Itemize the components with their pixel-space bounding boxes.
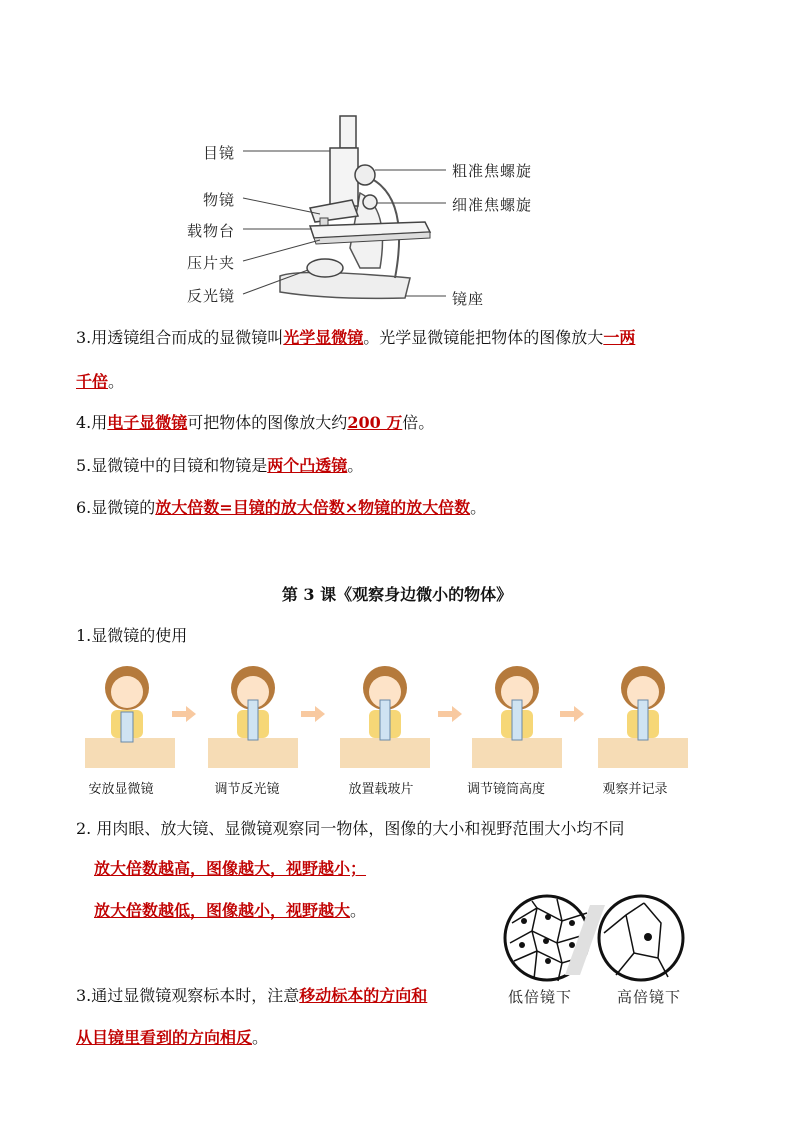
high-power-view (596, 893, 686, 983)
step-3-illustration (340, 660, 430, 768)
section-heading: 1.显微镜的使用 (76, 626, 188, 645)
step-1-illustration (85, 660, 175, 768)
answer-text: 两个凸透镜 (267, 456, 348, 475)
item-text: 显微镜的 (91, 498, 156, 517)
item-text: 。 (350, 901, 367, 920)
label-fine-knob: 细准焦螺旋 (452, 196, 533, 214)
item-text: 用 (91, 413, 108, 432)
item-number: 3. (76, 328, 92, 347)
step-caption: 调节镜筒高度 (466, 782, 545, 797)
item-3-line1 (76, 326, 635, 350)
arrow-icon (172, 706, 196, 722)
item-3b-line1 (76, 984, 427, 1008)
step-caption: 放置载玻片 (348, 782, 414, 797)
item-text: 用透镜组合而成的显微镜叫 (91, 328, 284, 347)
item-2-answer-1 (94, 857, 366, 881)
step-caption: 安放显微镜 (88, 782, 154, 797)
item-number: 3. (76, 986, 92, 1005)
item-text: 。 (347, 456, 364, 475)
arrow-icon (301, 706, 325, 722)
answer-text: 从目镜里看到的方向相反 (76, 1028, 253, 1047)
answer-text: 放大倍数=目镜的放大倍数×物镜的放大倍数 (155, 498, 471, 517)
arrow-icon (438, 706, 462, 722)
item-text: 。 (108, 372, 125, 391)
step-caption: 观察并记录 (602, 782, 668, 797)
answer-text: 光学显微镜 (283, 328, 364, 347)
answer-text: 电子显微镜 (107, 413, 188, 432)
label-coarse-knob: 粗准焦螺旋 (452, 162, 533, 180)
item-3b-line2 (76, 1026, 268, 1050)
answer-text: 千倍 (76, 372, 109, 391)
answer-text: 200 万 (347, 413, 403, 432)
item-4 (76, 411, 434, 435)
high-power-caption: 高倍镜下 (617, 988, 682, 1006)
label-objective: 物镜 (203, 191, 236, 209)
label-stage: 载物台 (187, 222, 236, 240)
item-text: 显微镜中的目镜和物镜是 (91, 456, 268, 475)
arrow-icon (560, 706, 584, 722)
item-text: 用肉眼、放大镜、显微镜观察同一物体，图像的大小和视野范围大小均不同 (91, 819, 625, 838)
answer-text: 放大倍数越高，图像越大，视野越小； (94, 859, 367, 878)
step-2-illustration (208, 660, 298, 768)
step-5-illustration (598, 660, 688, 768)
item-text: 。 (252, 1028, 269, 1047)
item-text: 。 (470, 498, 487, 517)
item-number: 4. (76, 413, 92, 432)
low-power-caption: 低倍镜下 (508, 988, 573, 1006)
lesson-title: 第 3 课《观察身边微小的物体》 (281, 585, 513, 604)
label-base: 镜座 (452, 290, 485, 308)
item-text: 倍。 (402, 413, 435, 432)
item-2-answer-2 (94, 899, 366, 923)
item-number: 6. (76, 498, 92, 517)
item-text: 通过显微镜观察标本时，注意 (91, 986, 300, 1005)
step-caption: 调节反光镜 (214, 782, 280, 797)
label-clip: 压片夹 (187, 254, 236, 272)
item-text: 可把物体的图像放大约 (187, 413, 348, 432)
item-6 (76, 496, 486, 520)
item-5 (76, 454, 363, 478)
item-2-line1 (76, 817, 624, 841)
answer-text: 放大倍数越低，图像越小，视野越大 (94, 901, 351, 920)
item-number: 2. (76, 819, 92, 838)
label-mirror: 反光镜 (187, 287, 236, 305)
answer-text: 一两 (603, 328, 636, 347)
item-3-line2 (76, 370, 124, 394)
answer-text: 移动标本的方向和 (299, 986, 428, 1005)
label-eyepiece: 目镜 (203, 144, 236, 162)
item-text: 。光学显微镜能把物体的图像放大 (363, 328, 604, 347)
item-number: 5. (76, 456, 92, 475)
step-4-illustration (472, 660, 562, 768)
